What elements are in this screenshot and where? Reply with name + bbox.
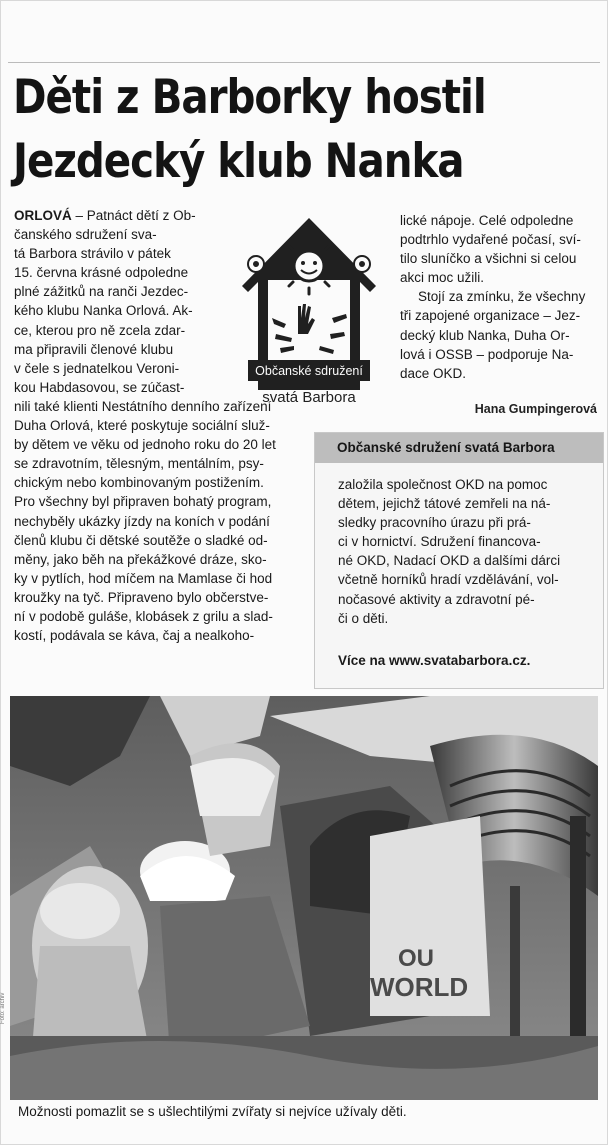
text-line: podtrhlo vydařené počasí, sví- xyxy=(400,232,581,248)
svata-barbora-logo xyxy=(238,214,380,412)
text-line: či o děti. xyxy=(338,610,389,626)
text-line: kroužky na tyč. Připraveno bylo občerstve- xyxy=(14,589,269,605)
text-line: lová i OSSB – podporuje Na- xyxy=(400,346,574,362)
headline-line-1: Děti z Barborky hostil xyxy=(13,70,486,125)
photo-credit: Foto: archiv xyxy=(0,992,6,1024)
flower-icon xyxy=(248,256,264,272)
text-line: kého klubu Nanka Orlová. Ak- xyxy=(14,303,193,319)
text-line: čanského sdružení sva- xyxy=(14,227,157,243)
text-line: Duha Orlová, které poskytuje sociální služ- xyxy=(14,418,270,434)
text-line: ma připravili členové klubu xyxy=(14,341,174,357)
text-line: dace OKD. xyxy=(400,365,467,381)
text-line: ce, kterou pro ně zcela zdar- xyxy=(14,322,186,338)
text-line: tá Barbora strávilo v pátek xyxy=(14,246,171,262)
text-line: nechyběly ukázky jízdy na koních v podání xyxy=(14,513,270,529)
article-headline xyxy=(13,66,516,194)
photo-caption: Možnosti pomazlit se s ušlechtilými zvířaty si nejvíce užívaly děti. xyxy=(18,1104,407,1119)
article-column-2 xyxy=(400,211,600,383)
text-line: plné zážitků na ranči Jezdec- xyxy=(14,284,189,300)
text-line: Pro všechny byl připraven bohatý program, xyxy=(14,494,272,510)
text-line: by dětem ve věku od jednoho roku do 20 let xyxy=(14,437,276,453)
text-line: v čele s jednatelkou Veroni- xyxy=(14,360,180,376)
text-line: založila společnost OKD na pomoc xyxy=(338,477,548,492)
logo-text-1: Občanské sdružení xyxy=(255,364,363,378)
shirt-text-1: OU xyxy=(398,945,434,972)
text-line: né OKD, Nadací OKD a dalšími dárci xyxy=(338,553,561,569)
top-rule xyxy=(8,62,600,63)
sidebar-box xyxy=(314,432,604,689)
text-line: Stojí za zmínku, že všechny xyxy=(418,289,586,305)
sidebar-link[interactable]: Více na www.svatabarbora.cz. xyxy=(338,653,531,668)
sidebar-body xyxy=(338,475,596,628)
text-line: 15. června krásné odpoledne xyxy=(14,265,189,281)
text-line: sledky pracovního úrazu při prá- xyxy=(338,515,531,531)
text-line: měny, jako běh na překážkové dráze, sko- xyxy=(14,551,267,567)
dateline: ORLOVÁ xyxy=(14,208,72,223)
text-line: ní v podobě guláše, klobásek z grilu a slad- xyxy=(14,608,273,624)
text-line: nočasové aktivity a zdravotní pé- xyxy=(338,591,535,607)
sidebar-header xyxy=(315,433,603,463)
text-line: ky v pytlích, hod míčem na Mamlase či hod xyxy=(14,570,273,586)
text-line: tři zapojené organizace – Jez- xyxy=(400,308,581,324)
text-line: kostí, podávala se káva, čaj a nealkoho- xyxy=(14,628,255,644)
shirt-text-2: WORLD xyxy=(370,972,469,1002)
text-line: tilo sluníčko a všichni si celou xyxy=(400,251,577,267)
text-line: členů klubu či dětské soutěže o sladké od- xyxy=(14,532,268,548)
sidebar-title: Občanské sdružení svatá Barbora xyxy=(337,440,555,455)
author-byline: Hana Gumpingerová xyxy=(474,402,597,416)
first-line-text: – Patnáct dětí z Ob- xyxy=(71,208,196,223)
column-2-paragraph-2 xyxy=(400,287,600,382)
text-line: včetně horníků hradí vzdělávání, vol- xyxy=(338,572,559,588)
text-line: dětem, jejichž tátové zemřeli na ná- xyxy=(338,496,551,512)
column-2-paragraph-1 xyxy=(400,211,600,287)
text-line: lické nápoje. Celé odpoledne xyxy=(400,213,574,228)
logo-text-2: svatá Barbora xyxy=(262,389,356,406)
text-line: kou Habdasovou, se zúčast- xyxy=(14,379,185,395)
text-line: se zdravotním, tělesným, mentálním, psy- xyxy=(14,456,264,472)
text-line: decký klub Nanka, Duha Or- xyxy=(400,327,570,343)
flower-icon xyxy=(354,256,370,272)
text-line: ci v hornictví. Sdružení financova- xyxy=(338,534,541,550)
text-line: chickým nebo kombinovaným postižením. xyxy=(14,475,264,491)
headline-line-2: Jezdecký klub Nanka xyxy=(13,134,464,189)
text-line: akci moc užili. xyxy=(400,270,485,286)
article-photo xyxy=(10,696,598,1100)
text-line: nili také klienti Nestátního denního zařízení xyxy=(14,398,272,414)
